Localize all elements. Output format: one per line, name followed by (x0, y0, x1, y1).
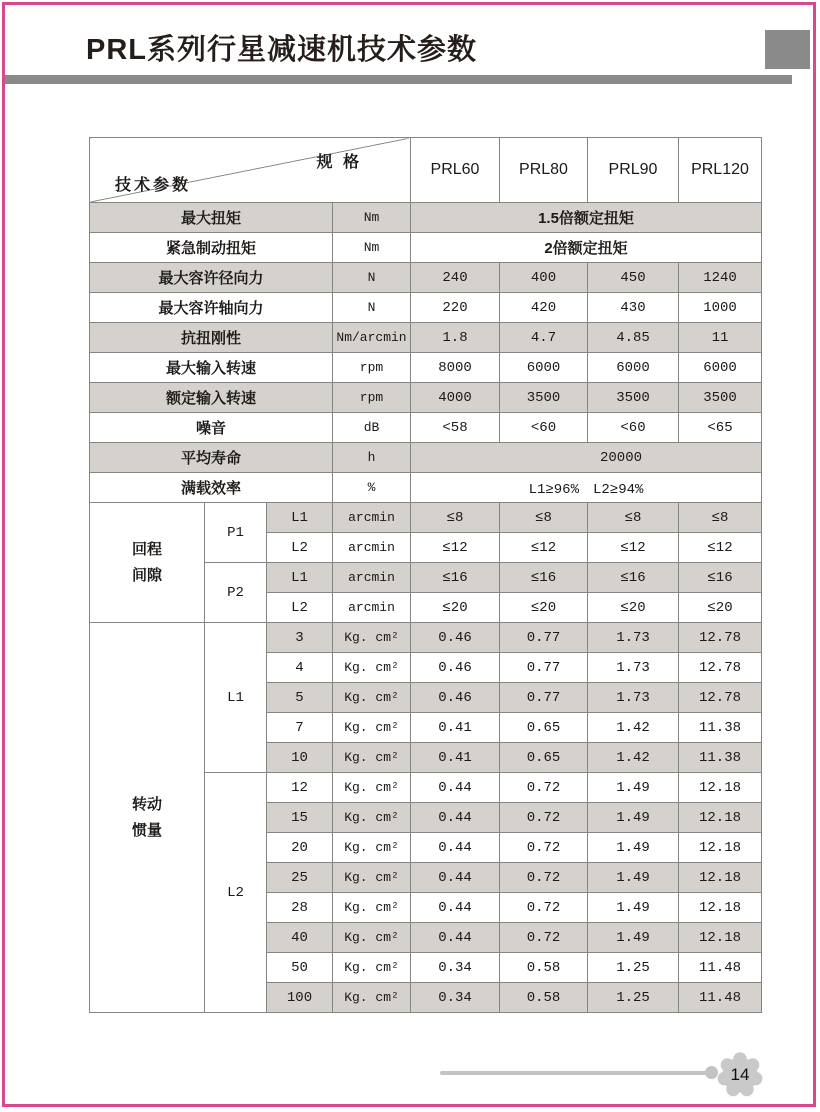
value-cell: 450 (588, 263, 679, 293)
unit-cell: Kg. cm² (333, 743, 411, 773)
spec-table (89, 137, 762, 1013)
row-average-life (90, 443, 762, 473)
value-cell: 0.34 (411, 983, 500, 1013)
row-noise (90, 413, 762, 443)
value-cell: 8000 (411, 353, 500, 383)
value-cell: 0.72 (500, 863, 588, 893)
unit-cell: rpm (333, 353, 411, 383)
value-cell: <65 (679, 413, 762, 443)
value-cell: 11.48 (679, 983, 762, 1013)
spec-corner-label: 规 格 (316, 154, 362, 171)
unit-cell: Kg. cm² (333, 803, 411, 833)
param-label-cell: 噪音 (90, 413, 333, 443)
unit-cell: N (333, 263, 411, 293)
model-header-prl60: PRL60 (411, 138, 500, 203)
value-cell: 12.18 (679, 773, 762, 803)
value-cell: ≤16 (679, 563, 762, 593)
unit-cell: Nm (333, 203, 411, 233)
value-cell: 0.77 (500, 683, 588, 713)
ratio-cell: 25 (267, 863, 333, 893)
value-cell: 0.44 (411, 923, 500, 953)
value-cell: 0.72 (500, 773, 588, 803)
param-label-cell: 最大容许轴向力 (90, 293, 333, 323)
value-cell: 6000 (500, 353, 588, 383)
param-label-cell: 紧急制动扭矩 (90, 233, 333, 263)
value-cell: 0.46 (411, 653, 500, 683)
unit-cell: Kg. cm² (333, 983, 411, 1013)
param-corner-label: 技术参数 (115, 177, 192, 194)
value-cell: 1.25 (588, 953, 679, 983)
level-cell: L1 (267, 563, 333, 593)
value-cell: 11.38 (679, 713, 762, 743)
value-cell: 0.65 (500, 713, 588, 743)
value-cell: 400 (500, 263, 588, 293)
value-span-cell: 2倍额定扭矩 (411, 233, 762, 263)
level-cell: L2 (267, 533, 333, 563)
value-cell: 12.78 (679, 653, 762, 683)
value-cell: 0.72 (500, 803, 588, 833)
unit-cell: Nm/arcmin (333, 323, 411, 353)
param-label-cell: 额定输入转速 (90, 383, 333, 413)
value-cell: 0.65 (500, 743, 588, 773)
value-cell: 3500 (500, 383, 588, 413)
ratio-cell: 100 (267, 983, 333, 1013)
value-cell: ≤12 (679, 533, 762, 563)
inertia-l2-cell: L2 (205, 773, 267, 1013)
ratio-cell: 40 (267, 923, 333, 953)
inertia-label-line1: 转动 (131, 796, 162, 813)
value-cell: 12.18 (679, 923, 762, 953)
unit-cell: Kg. cm² (333, 893, 411, 923)
unit-cell: Kg. cm² (333, 833, 411, 863)
diagonal-header-cell (90, 138, 411, 203)
value-cell: ≤20 (679, 593, 762, 623)
value-cell: 1240 (679, 263, 762, 293)
value-cell: 0.44 (411, 833, 500, 863)
unit-cell: Kg. cm² (333, 683, 411, 713)
unit-cell: Nm (333, 233, 411, 263)
unit-cell: Kg. cm² (333, 923, 411, 953)
value-cell: 12.18 (679, 893, 762, 923)
unit-cell: Kg. cm² (333, 863, 411, 893)
value-cell: <58 (411, 413, 500, 443)
inertia-l1-cell: L1 (205, 623, 267, 773)
ratio-cell: 28 (267, 893, 333, 923)
value-span-cell: L1≥96% L2≥94% (411, 473, 762, 503)
row-brake-torque (90, 233, 762, 263)
value-cell: 0.44 (411, 863, 500, 893)
value-cell: 0.41 (411, 743, 500, 773)
unit-cell: Kg. cm² (333, 773, 411, 803)
value-cell: 1.73 (588, 653, 679, 683)
row-max-input-speed (90, 353, 762, 383)
value-cell: 220 (411, 293, 500, 323)
row-max-torque (90, 203, 762, 233)
param-label-cell: 最大输入转速 (90, 353, 333, 383)
value-cell: 0.77 (500, 653, 588, 683)
unit-cell: arcmin (333, 533, 411, 563)
value-cell: ≤16 (588, 563, 679, 593)
unit-cell: arcmin (333, 503, 411, 533)
unit-cell: rpm (333, 383, 411, 413)
param-label-cell: 平均寿命 (90, 443, 333, 473)
model-header-prl120: PRL120 (679, 138, 762, 203)
unit-cell: Kg. cm² (333, 713, 411, 743)
param-label-cell: 最大扭矩 (90, 203, 333, 233)
corner-square-decoration (765, 30, 810, 69)
value-cell: 12.78 (679, 683, 762, 713)
value-cell: 4.7 (500, 323, 588, 353)
ratio-cell: 50 (267, 953, 333, 983)
row-torsional-rigidity (90, 323, 762, 353)
value-cell: 12.18 (679, 833, 762, 863)
value-cell: 240 (411, 263, 500, 293)
value-cell: 3500 (679, 383, 762, 413)
value-cell: 3500 (588, 383, 679, 413)
value-cell: 0.58 (500, 983, 588, 1013)
unit-cell: Kg. cm² (333, 623, 411, 653)
value-cell: 1.73 (588, 683, 679, 713)
unit-cell: % (333, 473, 411, 503)
param-label-cell: 抗扭刚性 (90, 323, 333, 353)
unit-cell: arcmin (333, 593, 411, 623)
row-axial-force (90, 293, 762, 323)
backlash-group-label (90, 503, 205, 623)
value-cell: 0.72 (500, 923, 588, 953)
value-cell: ≤8 (411, 503, 500, 533)
precision-p1-cell: P1 (205, 503, 267, 563)
value-cell: 6000 (679, 353, 762, 383)
value-cell: 1.8 (411, 323, 500, 353)
row-rated-input-speed (90, 383, 762, 413)
level-cell: L1 (267, 503, 333, 533)
value-cell: 4000 (411, 383, 500, 413)
value-cell: ≤16 (411, 563, 500, 593)
value-cell: 0.72 (500, 893, 588, 923)
value-cell: 1.49 (588, 773, 679, 803)
value-cell: 0.46 (411, 683, 500, 713)
value-cell: 11 (679, 323, 762, 353)
row-backlash-p1-l1 (90, 503, 762, 533)
row-full-load-efficiency (90, 473, 762, 503)
value-cell: ≤8 (500, 503, 588, 533)
value-cell: ≤20 (500, 593, 588, 623)
ratio-cell: 20 (267, 833, 333, 863)
value-cell: 1.49 (588, 863, 679, 893)
value-cell: 12.78 (679, 623, 762, 653)
param-label-cell: 满载效率 (90, 473, 333, 503)
value-cell: 0.41 (411, 713, 500, 743)
precision-p2-cell: P2 (205, 563, 267, 623)
row-radial-force (90, 263, 762, 293)
ratio-cell: 3 (267, 623, 333, 653)
value-span-cell: 1.5倍额定扭矩 (411, 203, 762, 233)
value-cell: 1.25 (588, 983, 679, 1013)
value-cell: 1.49 (588, 803, 679, 833)
backlash-label-line2: 间隙 (131, 566, 162, 584)
table-header-row (90, 138, 762, 203)
model-header-prl90: PRL90 (588, 138, 679, 203)
value-cell: 12.18 (679, 803, 762, 833)
unit-cell: N (333, 293, 411, 323)
value-cell: ≤12 (411, 533, 500, 563)
level-cell: L2 (267, 593, 333, 623)
value-cell: ≤20 (588, 593, 679, 623)
title-underline-bar (5, 75, 792, 84)
unit-cell: h (333, 443, 411, 473)
value-cell: <60 (588, 413, 679, 443)
row-inertia-l1-3 (90, 623, 762, 653)
value-cell: ≤16 (500, 563, 588, 593)
value-cell: 1.49 (588, 923, 679, 953)
value-cell: 11.38 (679, 743, 762, 773)
value-cell: 430 (588, 293, 679, 323)
value-cell: 4.85 (588, 323, 679, 353)
value-span-cell: 20000 (411, 443, 762, 473)
unit-cell: Kg. cm² (333, 953, 411, 983)
value-cell: 0.44 (411, 893, 500, 923)
value-cell: 6000 (588, 353, 679, 383)
value-cell: 0.46 (411, 623, 500, 653)
value-cell: <60 (500, 413, 588, 443)
ratio-cell: 15 (267, 803, 333, 833)
inertia-label-line2: 惯量 (131, 821, 162, 839)
value-cell: 0.34 (411, 953, 500, 983)
value-cell: ≤12 (588, 533, 679, 563)
value-cell: 1.73 (588, 623, 679, 653)
model-header-prl80: PRL80 (500, 138, 588, 203)
value-cell: 0.58 (500, 953, 588, 983)
value-cell: ≤8 (588, 503, 679, 533)
value-cell: 11.48 (679, 953, 762, 983)
inertia-group-label (90, 623, 205, 1013)
value-cell: 420 (500, 293, 588, 323)
unit-cell: arcmin (333, 563, 411, 593)
value-cell: 0.72 (500, 833, 588, 863)
ratio-cell: 12 (267, 773, 333, 803)
page-number: 14 (730, 1065, 750, 1084)
ratio-cell: 4 (267, 653, 333, 683)
footer-rule-line (440, 1071, 712, 1075)
value-cell: 1.42 (588, 713, 679, 743)
value-cell: 1.49 (588, 893, 679, 923)
unit-cell: dB (333, 413, 411, 443)
ratio-cell: 5 (267, 683, 333, 713)
value-cell: 12.18 (679, 863, 762, 893)
value-cell: 0.44 (411, 803, 500, 833)
value-cell: 1000 (679, 293, 762, 323)
value-cell: 0.44 (411, 773, 500, 803)
unit-cell: Kg. cm² (333, 653, 411, 683)
value-cell: 0.77 (500, 623, 588, 653)
param-label-cell: 最大容许径向力 (90, 263, 333, 293)
value-cell: 1.42 (588, 743, 679, 773)
ratio-cell: 10 (267, 743, 333, 773)
backlash-label-line1: 回程 (131, 541, 162, 558)
value-cell: 1.49 (588, 833, 679, 863)
value-cell: ≤12 (500, 533, 588, 563)
value-cell: ≤8 (679, 503, 762, 533)
value-cell: ≤20 (411, 593, 500, 623)
page-title: PRL系列行星减速机技术参数 (86, 34, 478, 66)
ratio-cell: 7 (267, 713, 333, 743)
